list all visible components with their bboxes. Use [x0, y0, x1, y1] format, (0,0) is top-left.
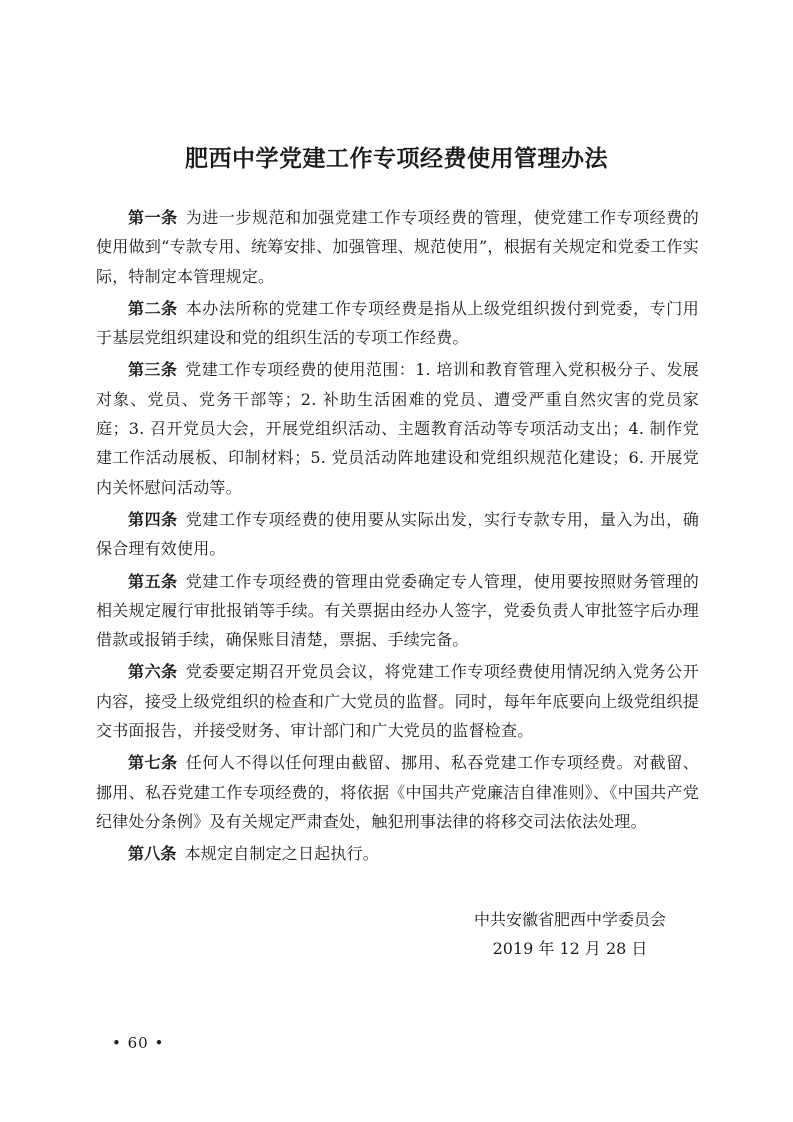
article-label: 第二条: [128, 298, 178, 318]
article-1: [96, 203, 699, 291]
article-label: 第七条: [128, 753, 178, 773]
signature-organization: 中共安徽省肥西中学委员会: [473, 910, 666, 929]
article-text: 党委要定期召开党员会议，将党建工作专项经费使用情况纳入党务公开内容，接受上级党组织的检查和广大党员的监督。同时，每年年底要向上级党组织提交书面报告，并接受财务、审计部门和广大党员的监督检查。: [96, 662, 699, 741]
article-text: 本规定自制定之日起执行。: [184, 844, 380, 864]
article-label: 第六条: [128, 662, 178, 682]
article-text: 任何人不得以任何理由截留、挪用、私吞党建工作专项经费。对截留、挪用、私吞党建工作专项经费的，将依据《中国共产党廉洁自律准则》、《中国共产党纪律处分条例》及有关规定严肃查处，触犯刑事法律的将移交司法依法处理。: [96, 753, 699, 831]
article-5: [96, 567, 699, 655]
article-text: 为进一步规范和加强党建工作专项经费的管理，使党建工作专项经费的使用做到“专款专用、统筹安排、加强管理、规范使用”，根据有关规定和党委工作实际，特制定本管理规定。: [96, 208, 699, 286]
signature-date: 2019 年 12 月 28 日: [492, 939, 648, 958]
article-label: 第三条: [128, 360, 178, 380]
article-4: [96, 505, 699, 564]
document-body: [96, 203, 699, 872]
article-label: 第四条: [128, 509, 178, 529]
article-text: 党建工作专项经费的使用范围：1. 培训和教育管理入党积极分子、发展对象、党员、党务干部等；2. 补助生活困难的党员、遭受严重自然灾害的党员家庭；3. 召开党员大会，开展党组织活动、主题教育活动等专项活动支出；4. 制作党建工作活动展板、印制材料；5. 党员活动阵地建设和党组织规范化建设；6. 开展党内关怀慰问活动等。: [96, 360, 699, 497]
article-2: [96, 294, 699, 353]
article-text: 本办法所称的党建工作专项经费是指从上级党组织拨付到党委，专门用于基层党组织建设和党的组织生活的专项工作经费。: [96, 298, 699, 348]
article-8: [96, 839, 699, 868]
article-text: 党建工作专项经费的使用要从实际出发，实行专款专用，量入为出，确保合理有效使用。: [96, 509, 699, 559]
page-number: • 60 •: [112, 1034, 165, 1052]
signature-block: [460, 905, 680, 963]
article-3: [96, 355, 699, 501]
document-title: 肥西中学党建工作专项经费使用管理办法: [185, 146, 608, 172]
article-label: 第五条: [128, 571, 178, 591]
article-label: 第一条: [128, 208, 178, 227]
article-6: [96, 657, 699, 745]
article-text: 党建工作专项经费的管理由党委确定专人管理，使用要按照财务管理的相关规定履行审批报销等手续。有关票据由经办人签字，党委负责人审批签字后办理借款或报销手续，确保账目清楚，票据、手续完备。: [96, 571, 699, 650]
article-7: [96, 748, 699, 836]
article-label: 第八条: [128, 844, 177, 864]
